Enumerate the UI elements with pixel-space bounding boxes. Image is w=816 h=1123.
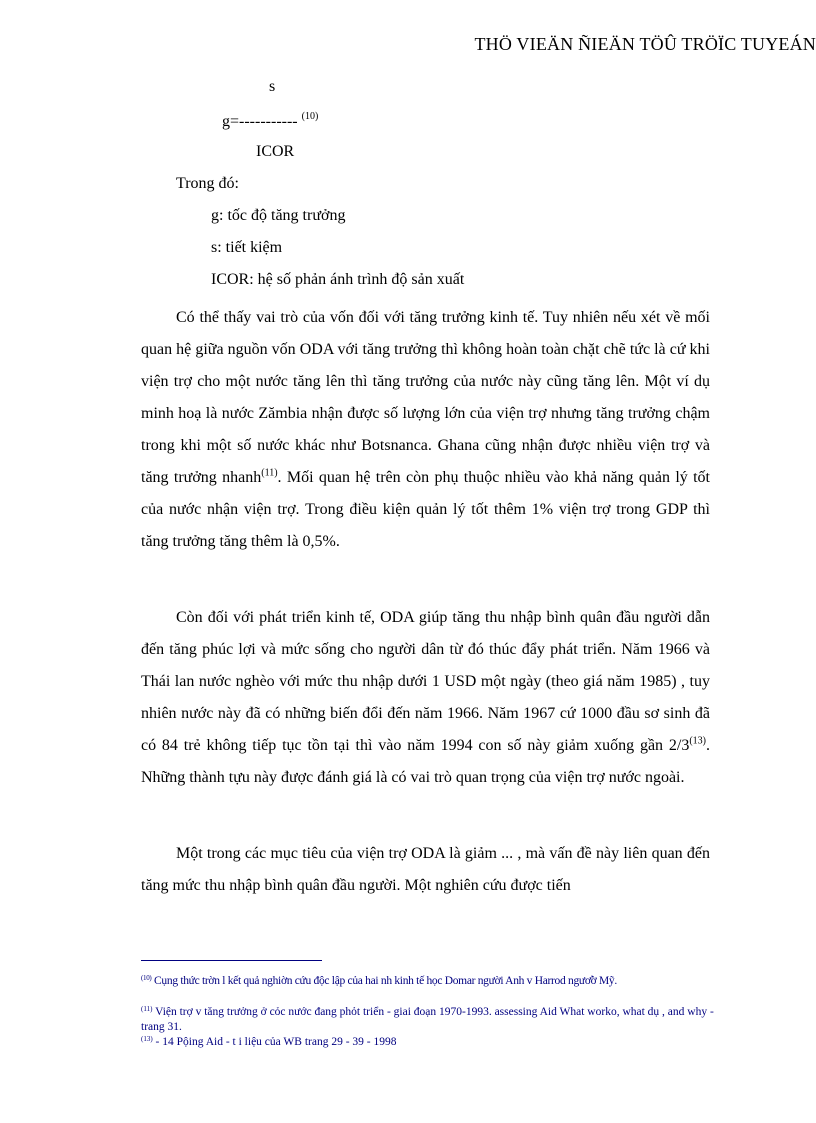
footnote (141, 971, 721, 989)
formula-lhs: g=----------- (222, 113, 298, 130)
footnote-ref: (11) (141, 1005, 153, 1013)
footnote-divider (141, 960, 322, 961)
paragraph-text: Còn đối với phát triển kinh tế, ODA giúp tăng thu nhập bình quân đầu người dẫn đến tăng phúc lợi và mức sống cho người dân từ đó thúc đẩy phát triển. Năm 1966 và Thái lan nước nghèo với mức thu nhập dưới 1 USD một ngày (theo giá năm 1985) , tuy nhiên nước này đã có những biến đổi đến năm 1966. Năm 1967 cứ 1000 đầu sơ sinh đã có 84 trẻ không tiếp tục tồn tại thì vào năm 1994 con số này giảm xuống gần 2/3 (141, 609, 710, 754)
formula-reference: (10) (301, 111, 319, 122)
paragraph-text: Có thể thấy vai trò của vốn đối với tăng trưởng kinh tế. Tuy nhiên nếu xét về mối quan hệ giữa nguồn vốn ODA với tăng trưởng thì không hoàn toàn chặt chẽ tức là cứ khi viện trợ cho một nước tăng lên thì tăng trưởng của nước này cũng tăng lên. Một ví dụ minh hoạ là nước Zămbia nhận được số lượng lớn của viện trợ nhưng tăng trưởng chậm trong khi một số nước khác như Botsnanca. Ghana cũng nhận được nhiều viện trợ và tăng trưởng nhanh (141, 309, 710, 486)
footnote-ref: (10) (141, 974, 152, 982)
definition-item: s: tiết kiệm (211, 239, 283, 256)
definitions-intro: Trong đó: (176, 175, 239, 192)
citation-reference: (13) (689, 735, 706, 747)
paragraph-text: . Những thành tựu này được đánh giá là có vai trò quan trọng của viện trợ nước ngoài. (141, 737, 710, 786)
paragraph-oda-goals: Một trong các mục tiêu của viện trợ ODA là giảm ... , mà vấn đề này liên quan đến tăng mức thu nhập bình quân đầu người. Một nghiên cứu được tiến (141, 845, 710, 894)
footnote-text: Cụng thức trờn l kết quả nghiờn cứu độc lập của hai nh kinh tế học Domar người Anh v Harrod ngươ̛ờ Mỹ. (151, 975, 617, 987)
paragraph-oda-growth (141, 302, 710, 558)
citation-reference: (11) (261, 467, 278, 479)
footnote (141, 1032, 721, 1050)
footnote-text: - 14 Pộing Aid - t i liệu của WB trang 29 - 39 - 1998 (152, 1036, 397, 1048)
definition-item: g: tốc độ tăng trưởng (211, 207, 346, 224)
formula-numerator: s (269, 78, 276, 95)
paragraph-text: . Mối quan hệ trên còn phụ thuộc nhiều vào khả năng quản lý tốt của nước nhận viện trợ. Trong điều kiện quản lý tốt thêm 1% viện trợ trong GDP thì tăng trưởng tăng thêm là 0,5%. (141, 469, 711, 550)
definition-item: ICOR: hệ số phản ánh trình độ sản xuất (211, 271, 465, 288)
formula-denominator: ICOR (256, 143, 295, 160)
page-header-title: THÖ VIEÄN ÑIEÄN TÖÛ TRÖÏC TUYEÁN (474, 34, 816, 54)
footnote-ref: (13) (141, 1035, 153, 1043)
footnote-text: Viện trợ v tăng trưởng ở cỏc nước đang phỏt triển - giai đoạn 1970-1993. assessing Aid What worko, what dụ , and why - trang 31. (141, 1006, 714, 1033)
footnote (141, 1002, 721, 1035)
formula-equation (222, 111, 318, 131)
paragraph-oda-development (141, 602, 710, 794)
